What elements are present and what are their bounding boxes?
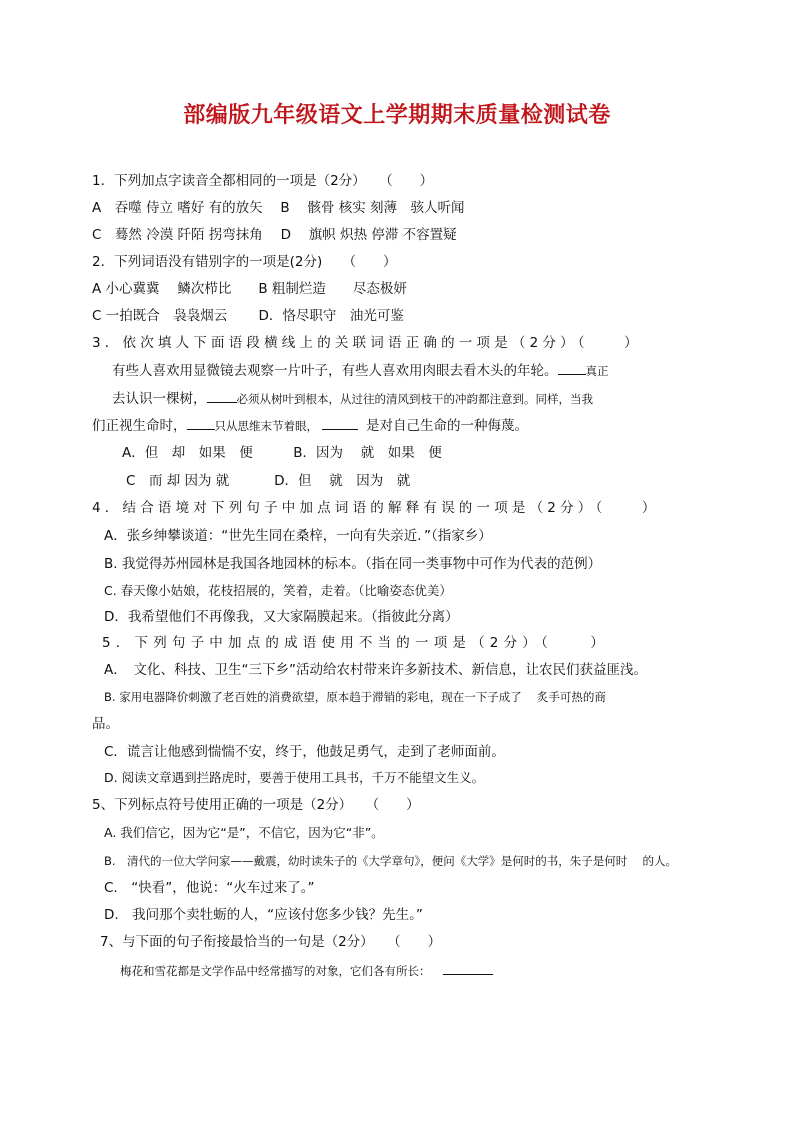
question-5-option-d: D. 阅读文章遇到拦路虎时，要善于使用工具书，千万不能望文生义。 (104, 770, 485, 785)
fill-blank-2[interactable] (207, 389, 237, 403)
question-5-option-c: C．谎言让他感到惴惴不安，终于，他鼓足勇气，走到了老师面前。 (104, 744, 505, 760)
page-title: 部编版九年级语文上学期期末质量检测试卷 (183, 102, 611, 128)
question-6-option-d: D. 我问那个卖牡蛎的人，“应该付您多少钱？先生。” (104, 907, 423, 923)
question-3-passage-line-1 (112, 361, 609, 380)
question-5-option-b-continued: 品。 (92, 716, 119, 732)
question-2-option-ab: A 小心冀冀 鳞次栉比 B 粗制烂造 尽态极妍 (92, 281, 407, 297)
question-5-option-a: A． 文化、科技、卫生“三下乡”活动给农村带来许多新技术、新信息，让农民们获益匪浅。 (104, 662, 647, 678)
question-5-option-b: B. 家用电器降价刺激了老百姓的消费欲望，原本趋于滞销的彩电，现在一下子成了 炙手可热的商 (104, 690, 606, 704)
question-6-stem: 5、下列标点符号使用正确的一项是（2分） （ ） (92, 797, 420, 813)
passage-text: 只从思维末节着眼， (214, 419, 318, 433)
question-4-stem: 4．结合语境对下列句子中加点词语的解释有误的一项是（2分）（ ） (92, 500, 660, 516)
question-1-option-cd: C 蓦然 冷漠 阡陌 拐弯抹角 D 旗帜 炽热 停滞 不容置疑 (92, 227, 457, 243)
question-3-passage-line-3 (92, 416, 528, 435)
question-3-stem: 3．依次填人下面语段横线上的关联词语正确的一项是（2分）（ ） (92, 335, 642, 351)
question-3-option-cd: C 而 却 因为 就 D．但 就 因为 就 (126, 473, 411, 489)
question-6-option-a: A. 我们信它，因为它“是”，不信它，因为它“非”。 (104, 825, 384, 840)
question-4-option-d: D．我希望他们不再像我，又大家隔膜起来。（指彼此分离） (104, 609, 459, 625)
fill-blank-3[interactable] (187, 416, 215, 430)
question-1-option-ab: A 吞噬 侍立 嗜好 有的放矢 B 骸骨 核实 刻薄 骇人听闻 (92, 200, 465, 216)
question-7-stem: 7、与下面的句子衔接最恰当的一句是（2分） （ ） (100, 934, 442, 950)
question-6-option-c: C. “快看”，他说：“火车过来了。” (104, 880, 315, 896)
passage-text: 是对自己生命的一种侮蔑。 (366, 418, 528, 434)
question-4-option-c: C. 春天像小姑娘，花枝招展的，笑着，走着。（比喻姿态优美） (104, 583, 452, 598)
question-1-stem: 1．下列加点字读音全都相同的一项是（2分） （ ） (92, 173, 434, 189)
context-text: 梅花和雪花都是文学作品中经常描写的对象，它们各有所长： (120, 964, 431, 978)
question-6-option-b: B. 清代的一位大学问家——戴震，幼时读朱子的《大学章句》，便问《大学》是何时的书，朱子是何时 的人。 (104, 854, 677, 868)
question-3-option-ab: A．但 却 如果 便 B．因为 就 如果 便 (122, 445, 442, 461)
passage-text: 去认识一棵树， (112, 391, 207, 407)
answer-blank[interactable] (443, 961, 493, 975)
question-3-passage-line-2 (112, 389, 593, 408)
question-4-option-b: B. 我觉得苏州园林是我国各地园林的标本。（指在同一类事物中可作为代表的范例） (104, 556, 602, 572)
passage-text: 有些人喜欢用显微镜去观察一片叶子，有些人喜欢用肉眼去看木头的年轮。 (112, 363, 558, 379)
passage-text: 必须从树叶到根本，从过往的清风到枝干的冲韵都注意到。同样，当我 (236, 392, 593, 406)
question-5-stem: 5．下列句子中加点的成语使用不当的一项是（2分）（ ） (102, 635, 610, 651)
passage-text: 们正视生命时， (92, 418, 187, 434)
fill-blank-4[interactable] (322, 416, 358, 430)
question-4-option-a: A．张乡绅攀谈道：“世先生同在桑梓，一向有失亲近．”（指家乡） (104, 528, 492, 544)
fill-blank-1[interactable] (558, 361, 586, 375)
question-2-stem: 2．下列词语没有错别字的一项是(2分) （ ） (92, 254, 397, 270)
question-7-context (120, 961, 493, 980)
question-2-option-cd: C 一拍既合 袅袅烟云 D．恪尽职守 油光可鉴 (92, 308, 404, 324)
passage-text: 真正 (585, 364, 609, 378)
